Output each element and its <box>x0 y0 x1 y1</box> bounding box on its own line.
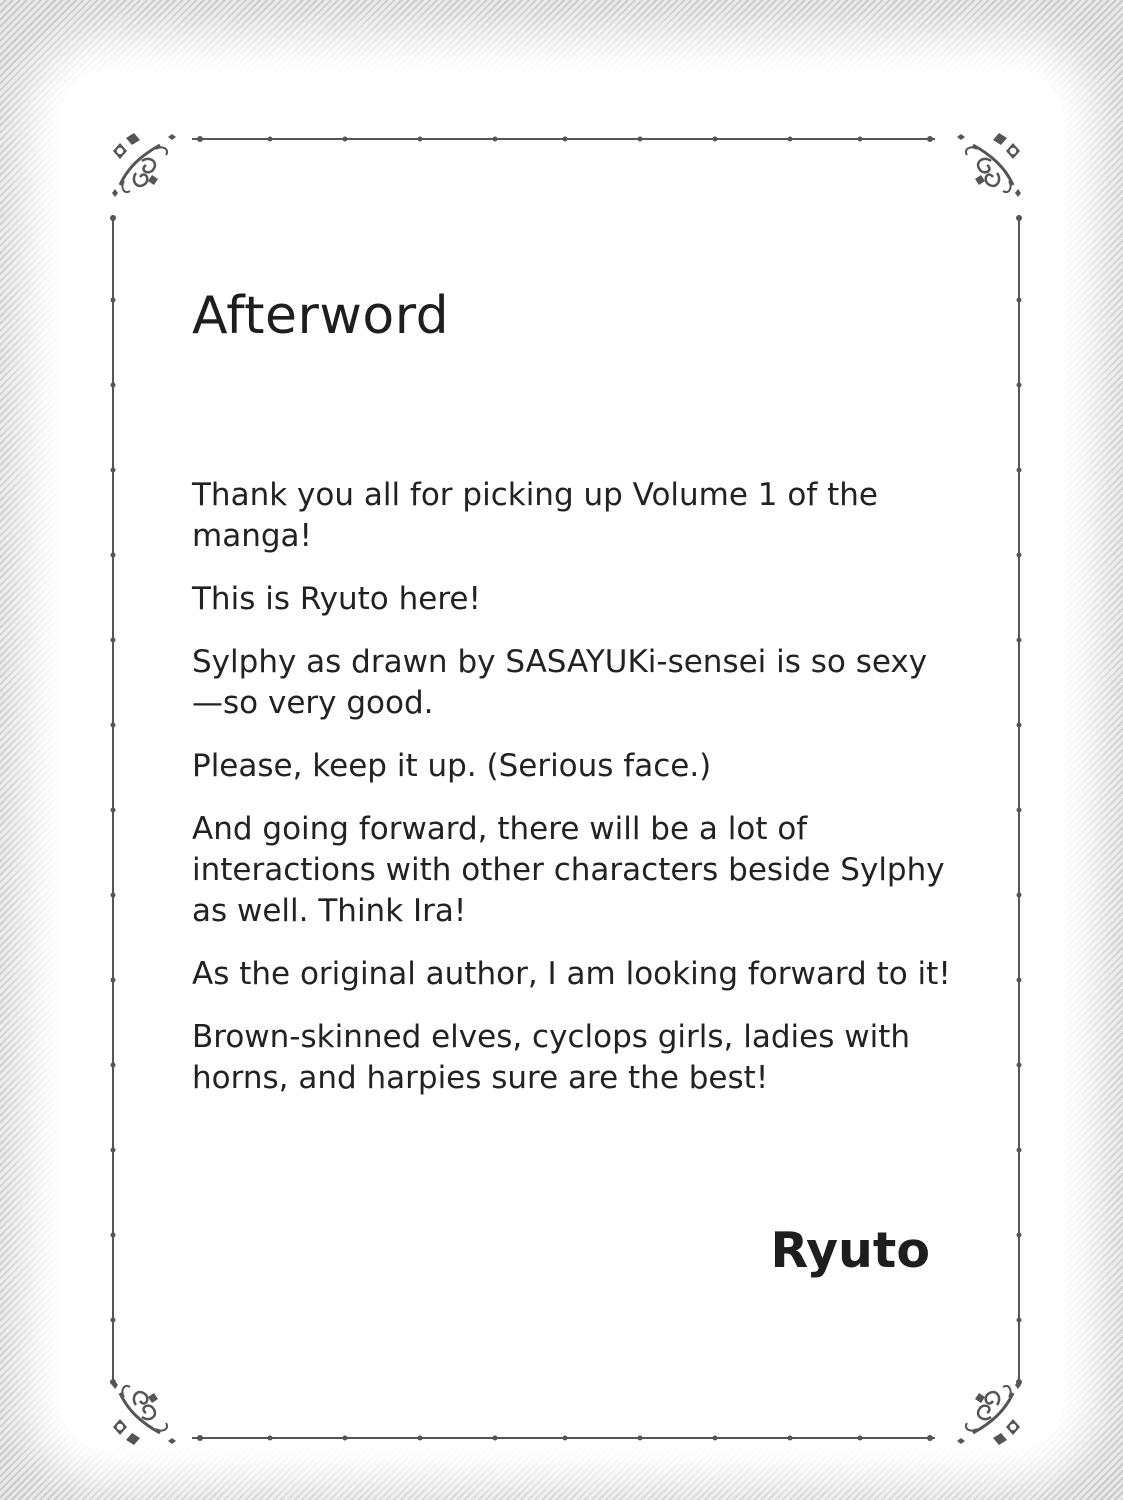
frame-top-rule <box>192 136 935 142</box>
paragraph: This is Ryuto here! <box>192 581 481 617</box>
frame-bottom-rule <box>192 1435 935 1441</box>
corner-flourish-icon <box>957 133 1021 197</box>
corner-flourish-icon <box>957 1381 1021 1445</box>
page-title: Afterword <box>192 286 450 346</box>
paragraph: Sylphy as drawn by SASAYUKi-sensei is so sexy—so very good. <box>192 644 928 721</box>
paragraph: As the original author, I am looking forward to it! <box>192 956 951 992</box>
corner-flourish-icon <box>112 133 176 197</box>
frame-left-rule <box>110 215 116 1385</box>
paragraph: Please, keep it up. (Serious face.) <box>192 748 712 784</box>
corner-flourish-icon <box>112 1381 176 1445</box>
paragraph: Brown-skinned elves, cyclops girls, ladies with horns, and harpies sure are the best! <box>192 1019 911 1096</box>
paragraph: And going forward, there will be a lot of interactions with other characters beside Sylphy as well. Think Ira! <box>192 811 945 929</box>
paragraph: Thank you all for picking up Volume 1 of the manga! <box>192 477 878 554</box>
author-signature: Ryuto <box>770 1222 930 1279</box>
afterword-body <box>192 475 952 1121</box>
frame-right-rule <box>1016 215 1022 1385</box>
